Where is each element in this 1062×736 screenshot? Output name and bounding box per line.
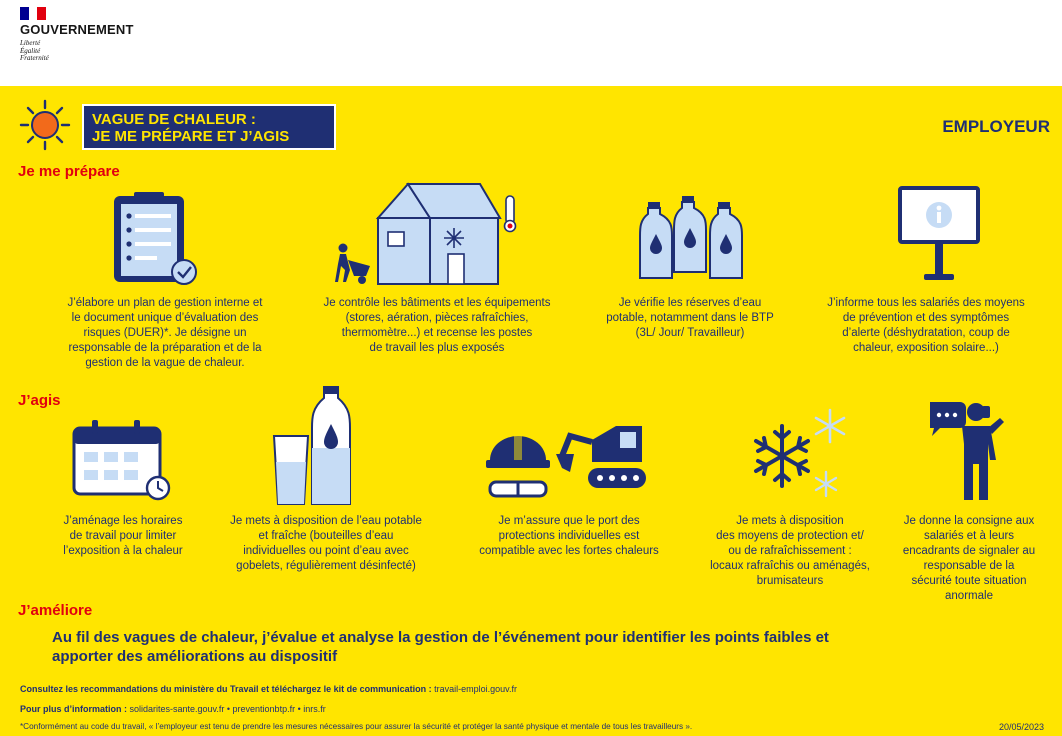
publication-date: 20/05/2023 (998, 722, 1044, 732)
caption-line: compatible avec les fortes chaleurs (479, 545, 659, 557)
helmet-excavator-icon (484, 422, 648, 502)
ameliore-line: Au fil des vagues de chaleur, j’évalue et analyse la gestion de l’événement pour identifier les points faibles et (52, 629, 829, 646)
motto-line: Liberté (20, 39, 41, 47)
caption-line: salariés et à leurs (923, 530, 1015, 542)
caption-line: responsable de la (923, 560, 1015, 572)
caption-agis-5 (886, 514, 1052, 604)
gov-motto (20, 40, 49, 63)
caption-prepare-1 (48, 296, 282, 371)
info-board-icon (898, 186, 980, 284)
caption-line: potable, notamment dans le BTP (606, 312, 774, 324)
caption-line: chaleur, exposition solaire...) (853, 342, 999, 354)
caption-line: gobelets, régulièrement désinfecté) (236, 560, 416, 572)
caption-line: Je donne la consigne aux (903, 515, 1035, 527)
caption-line: de prévention et des symptômes (842, 312, 1010, 324)
caption-line: risques (DUER)*. Je désigne un (83, 327, 247, 339)
caption-line: J’aménage les horaires (63, 515, 183, 527)
flag-blue (20, 7, 29, 20)
title-banner (82, 104, 336, 150)
calendar-clock-icon (72, 418, 174, 502)
footer-link-travail[interactable]: travail-emploi.gouv.fr (431, 684, 517, 694)
banner-line: VAGUE DE CHALEUR : (92, 111, 256, 128)
caption-line: encadrants de signaler au (902, 545, 1036, 557)
audience-label: EMPLOYEUR (942, 117, 1050, 136)
footer-label: Pour plus d’information : (20, 704, 127, 714)
banner-line: JE ME PRÉPARE ET J’AGIS (92, 128, 290, 145)
building-thermometer-icon (330, 178, 522, 288)
caption-line: Je mets à disposition de l’eau potable (230, 515, 422, 527)
footer-line-2 (20, 704, 326, 714)
person-phone-icon (926, 400, 1008, 504)
caption-line: protections individuelles est (498, 530, 640, 542)
caption-line: thermomètre...) et recense les postes (341, 327, 533, 339)
caption-line: (3L/ Jour/ Travailleur) (635, 327, 745, 339)
caption-line: de travail les plus exposés (369, 342, 505, 354)
gov-title: GOUVERNEMENT (20, 22, 134, 37)
caption-line: Je vérifie les réserves d’eau (618, 297, 762, 309)
caption-line: Je mets à disposition (736, 515, 844, 527)
footer-note: *Conformément au code du travail, « l’employeur est tenu de prendre les mesures nécessaires pour assurer la sécurité et protéger la santé physique et mentale de tous les travailleurs ». (20, 722, 693, 731)
caption-line: sécurité toute situation (911, 575, 1027, 587)
caption-line: J’informe tous les salariés des moyens (827, 297, 1025, 309)
caption-line: brumisateurs (756, 575, 824, 587)
gov-header (0, 0, 1062, 86)
caption-line: gestion de la vague de chaleur. (85, 357, 245, 369)
caption-prepare-4 (810, 296, 1042, 356)
caption-prepare-3 (590, 296, 790, 341)
caption-line: Je contrôle les bâtiments et les équipements (323, 297, 551, 309)
footer-label: Consultez les recommandations du ministère du Travail et téléchargez le kit de communication : (20, 684, 432, 694)
motto-line: Égalité (20, 46, 41, 55)
caption-line: et fraîche (bouteilles d’eau (258, 530, 394, 542)
snowflakes-icon (746, 406, 850, 504)
caption-line: le document unique d’évaluation des (71, 312, 259, 324)
caption-line: anormale (945, 590, 993, 602)
caption-line: ou de rafraîchissement : (728, 545, 852, 557)
french-flag-icon (20, 7, 46, 20)
caption-line: d’alerte (déshydratation, coup de (842, 327, 1010, 339)
caption-line: de travail pour limiter (69, 530, 177, 542)
caption-agis-3 (456, 514, 682, 559)
sun-icon (18, 98, 72, 152)
caption-agis-2 (206, 514, 446, 574)
flag-red (37, 7, 46, 20)
water-bottles-icon (638, 188, 744, 282)
flag-white (29, 7, 38, 20)
section-title-prepare: Je me prépare (18, 163, 120, 180)
section-title-agis: J’agis (18, 392, 61, 409)
footer-line-1 (20, 684, 517, 694)
caption-agis-4 (692, 514, 888, 589)
footer-links[interactable]: solidarites-sante.gouv.fr • preventionbtp.fr • inrs.fr (127, 704, 326, 714)
ameliore-line: apporter des améliorations au dispositif (52, 648, 338, 665)
caption-line: (stores, aération, pièces rafraîchies, (345, 312, 529, 324)
caption-agis-1 (30, 514, 216, 559)
motto-line: Fraternité (20, 54, 49, 62)
water-glass-bottle-icon (270, 384, 352, 508)
caption-line: locaux rafraîchis ou aménagés, (710, 560, 870, 572)
caption-line: des moyens de protection et/ (716, 530, 864, 542)
clipboard-checklist-icon (112, 190, 200, 286)
caption-line: Je m’assure que le port des (498, 515, 640, 527)
ameliore-text (52, 628, 1012, 666)
caption-prepare-2 (302, 296, 572, 356)
caption-line: individuelles ou point d’eau avec (243, 545, 409, 557)
caption-line: l’exposition à la chaleur (63, 545, 183, 557)
caption-line: responsable de la préparation et de la (68, 342, 262, 354)
section-title-ameliore: J’améliore (18, 602, 93, 619)
caption-line: J’élabore un plan de gestion interne et (67, 297, 263, 309)
